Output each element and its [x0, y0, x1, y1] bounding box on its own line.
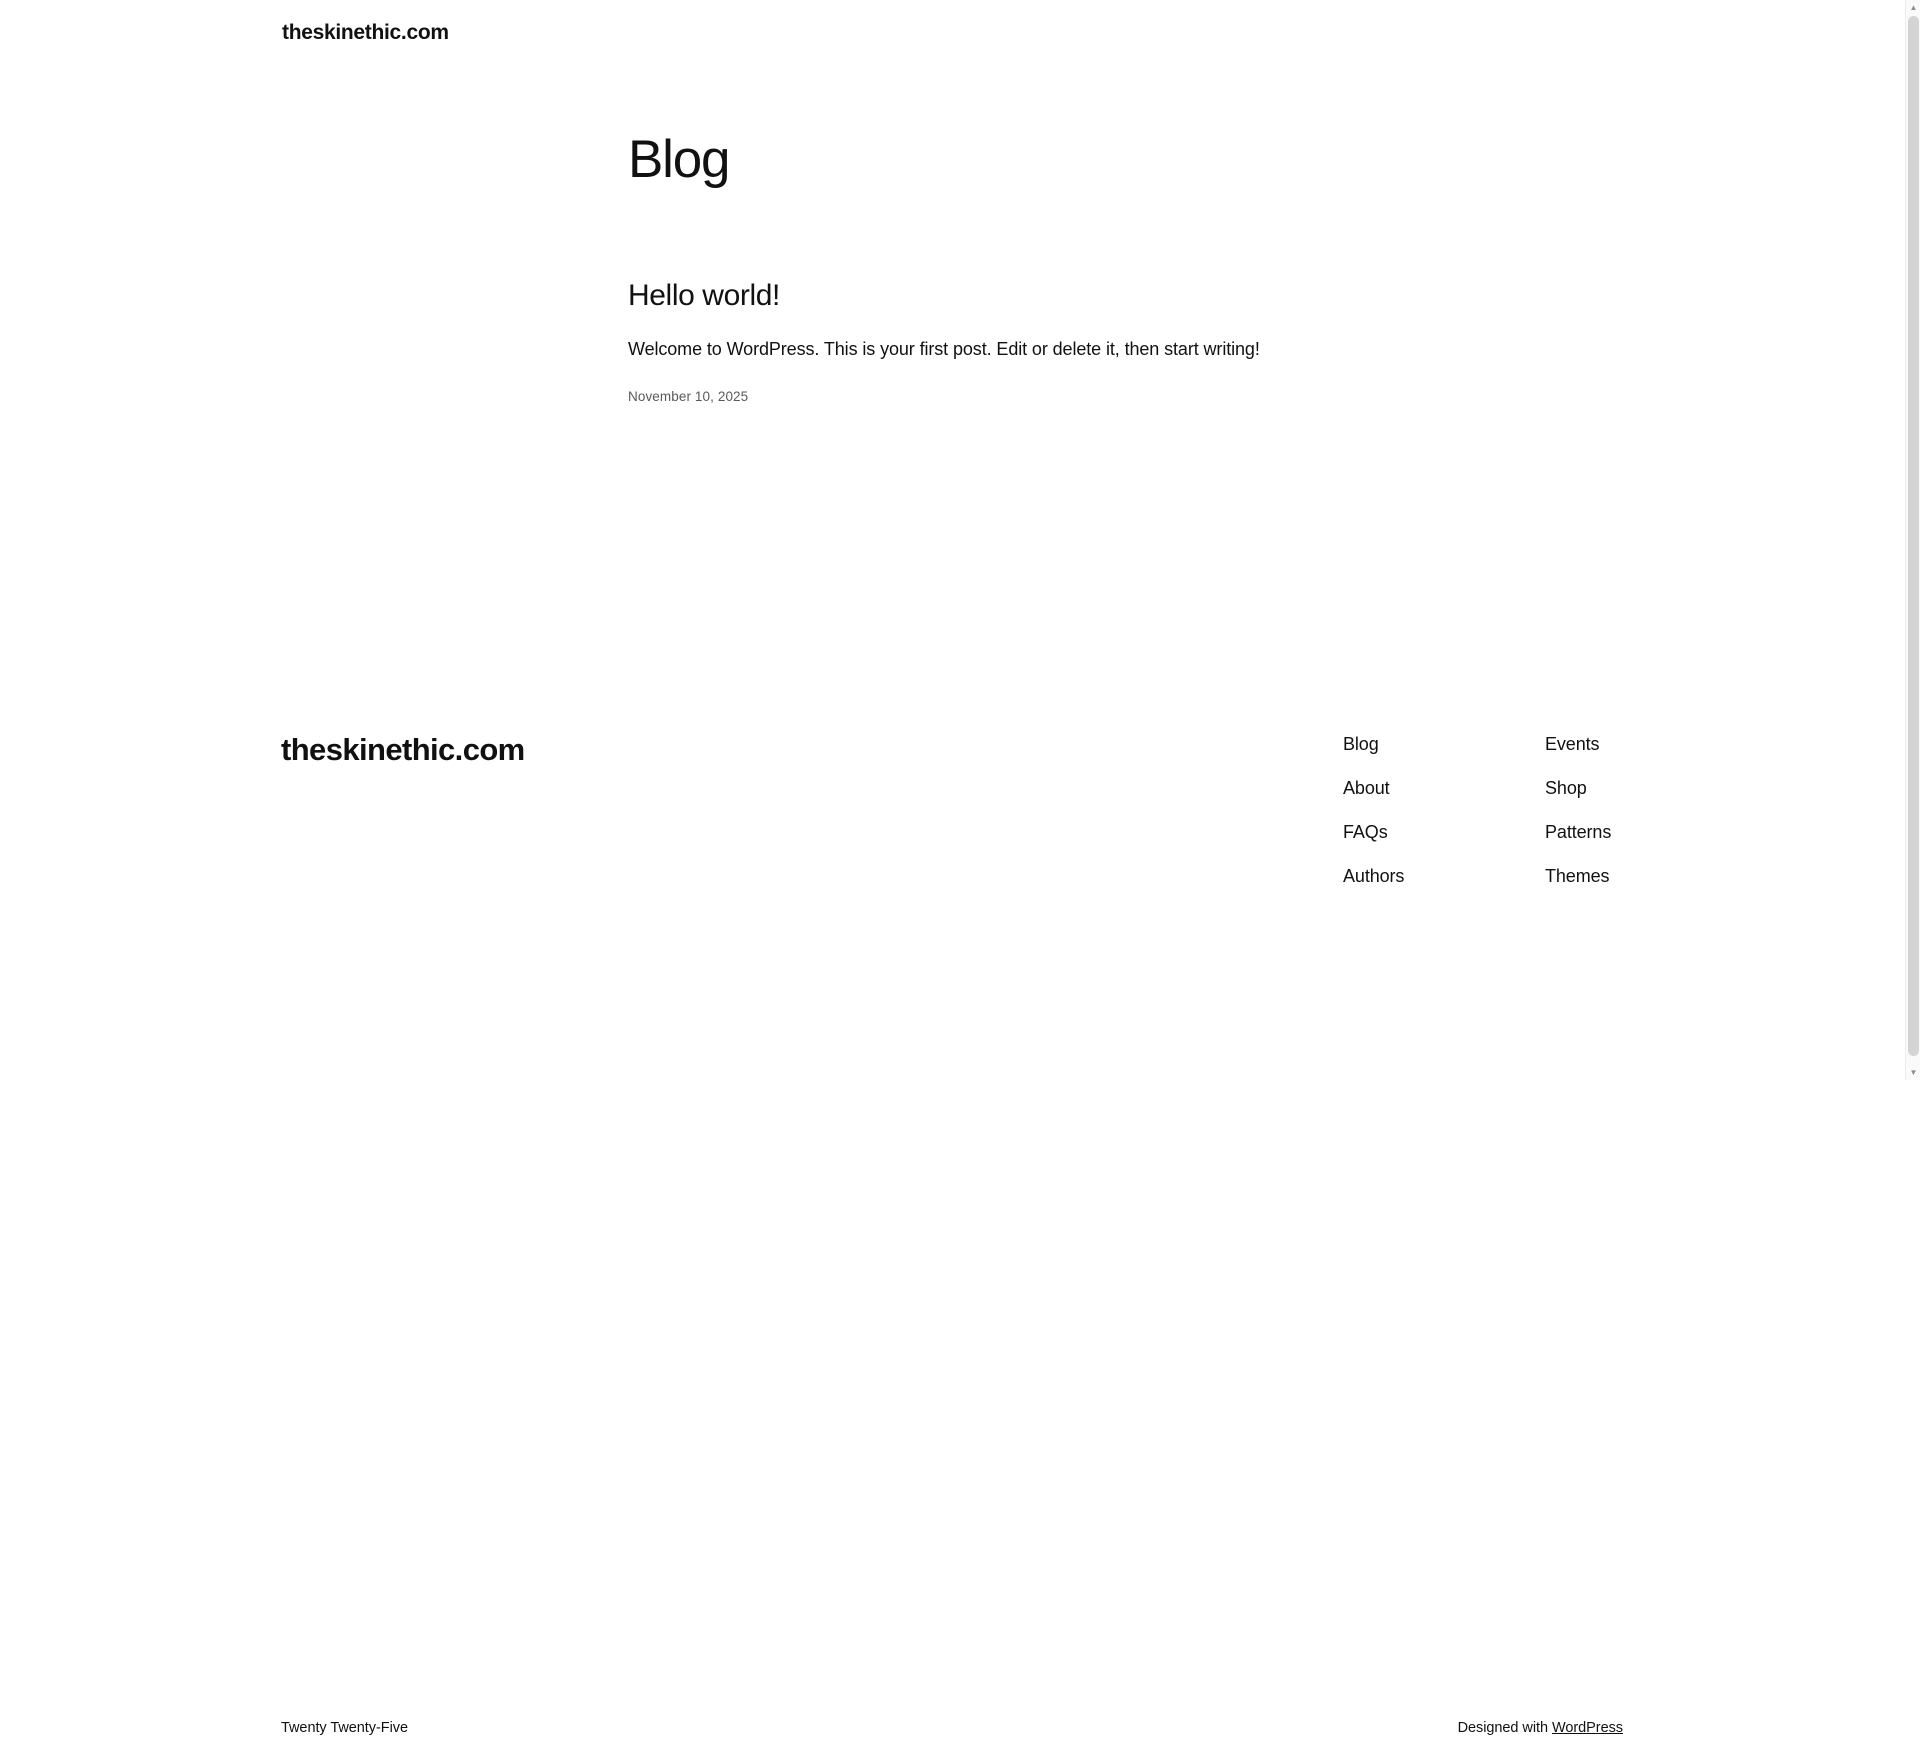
post-item: [628, 278, 1628, 404]
footer-link-shop[interactable]: Shop: [1545, 778, 1587, 798]
footer-link-faqs[interactable]: FAQs: [1343, 822, 1388, 842]
footer-credit-prefix: Designed with: [1457, 1720, 1552, 1736]
footer-bottom-bar: [0, 1712, 1908, 1752]
footer-credit-link[interactable]: WordPress: [1552, 1720, 1623, 1736]
footer-link-about[interactable]: About: [1343, 778, 1390, 798]
scroll-down-arrow-icon[interactable]: ▼: [1909, 1067, 1918, 1077]
post-title-link[interactable]: Hello world!: [628, 279, 780, 312]
post-list: [628, 278, 1628, 404]
vertical-scrollbar[interactable]: [1905, 0, 1920, 1080]
post-excerpt: Welcome to WordPress. This is your first post. Edit or delete it, then start writing!: [628, 339, 1260, 359]
scroll-up-arrow-icon[interactable]: ▲: [1909, 2, 1918, 12]
footer-link-blog[interactable]: Blog: [1343, 734, 1379, 754]
footer-link-events[interactable]: Events: [1545, 734, 1600, 754]
footer-credit: [1458, 1720, 1623, 1736]
footer-link-authors[interactable]: Authors: [1343, 866, 1405, 886]
scrollbar-thumb[interactable]: [1908, 16, 1919, 1056]
footer-navigation: [1343, 735, 1747, 911]
footer-site-title-link[interactable]: theskinethic.com: [281, 732, 525, 767]
footer-theme-name: Twenty Twenty-Five: [281, 1720, 408, 1736]
page-title: Blog: [628, 130, 730, 189]
footer-column-1: [1343, 735, 1545, 911]
site-header: [0, 0, 1908, 44]
site-title-link[interactable]: theskinethic.com: [282, 21, 449, 44]
footer-link-patterns[interactable]: Patterns: [1545, 822, 1612, 842]
post-date[interactable]: November 10, 2025: [628, 389, 749, 404]
footer-column-2: [1545, 735, 1747, 911]
footer-link-themes[interactable]: Themes: [1545, 866, 1610, 886]
